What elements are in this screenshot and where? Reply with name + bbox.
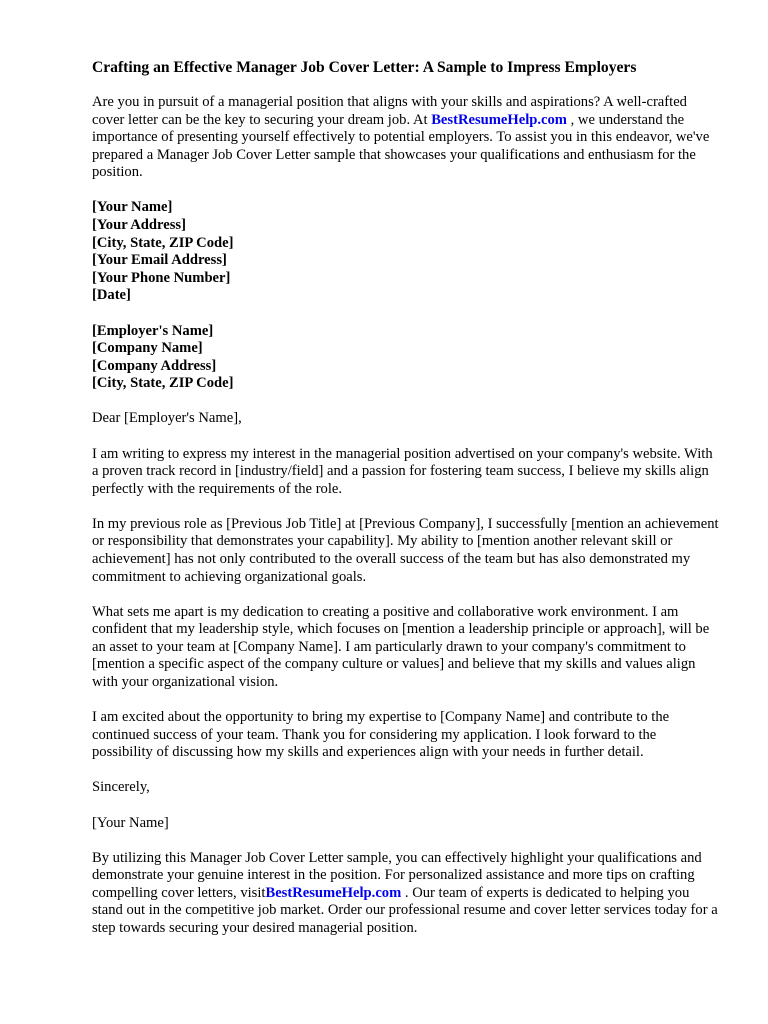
- date-line: [Date]: [92, 287, 131, 304]
- company-name-line: [Company Name]: [92, 340, 203, 357]
- sender-email-line: [Your Email Address]: [92, 252, 227, 269]
- sender-address-line: [Your Address]: [92, 217, 186, 234]
- intro-paragraph: [92, 94, 720, 182]
- sender-phone-line: [Your Phone Number]: [92, 269, 231, 286]
- footer-text-before-link: By utilizing this Manager Job Cover Letter sample, you can effectively highlight your qualifications and demonstrate your genuine interest in the position. For personalized assistance and more tips on crafting compelling cover letters, visit: [92, 849, 702, 901]
- salutation: Dear [Employer's Name],: [92, 410, 242, 427]
- employer-name-line: [Employer's Name]: [92, 322, 214, 339]
- signature-name: [Your Name]: [92, 814, 169, 831]
- footer-text-after-link: . Our team of experts is dedicated to helping you stand out in the competitive job market. Order our professional resume and cover letter services today for a step towards securing your desired managerial position.: [92, 884, 718, 936]
- sender-address-block: [92, 199, 720, 305]
- body-paragraph-leadership: What sets me apart is my dedication to creating a positive and collaborative work environment. I am confident that my leadership style, which focuses on [mention a leadership principle or approach], will be an asset to your team at [Company Name]. I am particularly drawn to your company's commitment to [mention a specific aspect of the company culture or values] and believe that my skills and values align with your organizational vision.: [92, 603, 710, 691]
- intro-text-after-link: , we understand the importance of presenting yourself effectively to potential employers. To assist you in this endeavor, we've prepared a Manager Job Cover Letter sample that showcases your qualifications and enthusiasm for the position.: [92, 111, 710, 181]
- intro-text-before-link: Are you in pursuit of a managerial position that aligns with your skills and aspirations? A well-crafted cover letter can be the key to securing your dream job. At: [92, 94, 687, 128]
- bestresumehelp-link[interactable]: BestResumeHelp.com: [431, 111, 567, 128]
- document-title: Crafting an Effective Manager Job Cover Letter: A Sample to Impress Employers: [92, 59, 637, 76]
- sender-city-state-zip-line: [City, State, ZIP Code]: [92, 234, 234, 251]
- recipient-address-block: [92, 323, 720, 393]
- company-address-line: [Company Address]: [92, 357, 217, 374]
- body-paragraph-excited: I am excited about the opportunity to bring my expertise to [Company Name] and contribute to the continued success of your team. Thank you for considering my application. I look forward to the possibility of discussing how my skills and experiences align with your needs in further detail.: [92, 709, 670, 761]
- sender-name-line: [Your Name]: [92, 199, 173, 216]
- recipient-city-state-zip-line: [City, State, ZIP Code]: [92, 375, 234, 392]
- bestresumehelp-link-footer[interactable]: BestResumeHelp.com: [265, 884, 402, 901]
- body-paragraph-interest: I am writing to express my interest in the managerial position advertised on your company's website. With a proven track record in [industry/field] and a passion for fostering team success, I believe my skills align perfectly with the requirements of the role.: [92, 445, 713, 497]
- closing-line: Sincerely,: [92, 779, 150, 796]
- footer-paragraph: [92, 850, 720, 938]
- body-paragraph-previous-role: In my previous role as [Previous Job Title] at [Previous Company], I successfully [mention an achievement or responsibility that demonstrates your capability]. My ability to [mention another relevant skill or achievement] has not only contributed to the overall success of the team but has also demonstrated my commitment to achieving organizational goals.: [92, 515, 719, 585]
